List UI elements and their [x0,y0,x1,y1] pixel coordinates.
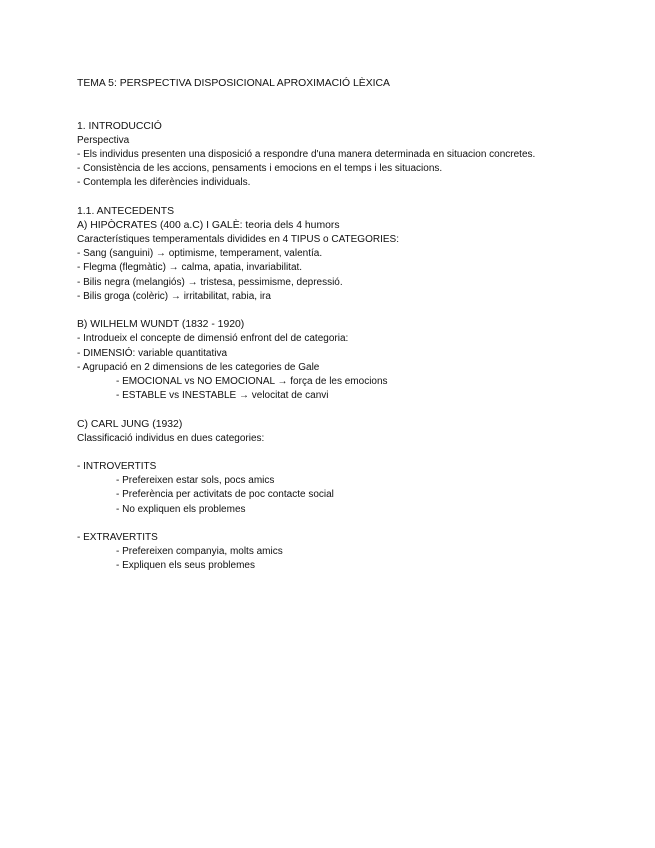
list-item: - Els individus presenten una disposició a respondre d'una manera determinada en situacion concretes. [77,148,536,160]
list-subitem: - Prefereixen estar sols, pocs amics [116,475,275,487]
spacer [77,105,617,119]
list-subitem: - Expliquen els seus problemes [116,560,255,572]
spacer [77,517,617,531]
list-item: - DIMENSIÓ: variable quantitativa [77,347,228,359]
antecedents-heading: 1.1. ANTECEDENTS [77,205,175,217]
list-subitem: - Preferència per activitats de poc contacte social [116,489,334,501]
wundt-heading: B) WILHELM WUNDT (1832 - 1920) [77,319,245,331]
list-subitem: - EMOCIONAL vs NO EMOCIONAL → força de les emocions [116,375,388,387]
introvertits-label: - INTROVERTITS [77,461,157,473]
spacer [77,304,617,318]
document-title: TEMA 5: PERSPECTIVA DISPOSICIONAL APROXIMACIÓ LÈXICA [77,78,390,89]
intro-heading: 1. INTRODUCCIÓ [77,120,162,132]
list-item: - Consistència de les accions, pensaments i emocions en el temps i les situacions. [77,163,443,175]
list-item: - Contempla les diferències individuals. [77,177,251,189]
list-item: - Introdueix el concepte de dimensió enfront del de categoria: [77,333,349,345]
list-subitem: - Prefereixen companyia, molts amics [116,546,283,558]
list-item: - Agrupació en 2 dimensions de les categories de Gale [77,361,320,373]
spacer [77,446,617,460]
extravertits-label: - EXTRAVERTITS [77,532,158,543]
hipocrates-heading: A) HIPÒCRATES (400 a.C) I GALÈ: teoria dels 4 humors [77,219,340,231]
list-item: - Bilis negra (melangiós) → tristesa, pessimisme, depressió. [77,276,343,288]
document-page [77,77,617,574]
list-item: - Flegma (flegmàtic) → calma, apatia, invariabilitat. [77,262,303,274]
jung-heading: C) CARL JUNG (1932) [77,418,183,430]
list-item: - Bilis groga (colèric) → irritabilitat, rabia, ira [77,290,271,302]
spacer [77,91,617,105]
intro-subheading: Perspectiva [77,134,130,146]
list-subitem: - No expliquen els problemes [116,503,246,515]
list-subitem: - ESTABLE vs INESTABLE → velocitat de canvi [116,390,329,402]
list-item: - Sang (sanguini) → optimisme, temperament, valentía. [77,248,323,260]
spacer [77,191,617,205]
hipocrates-description: Característiques temperamentals dividides en 4 TIPUS o CATEGORIES: [77,234,399,246]
jung-description: Classificació individus en dues categories: [77,432,265,444]
spacer [77,403,617,417]
